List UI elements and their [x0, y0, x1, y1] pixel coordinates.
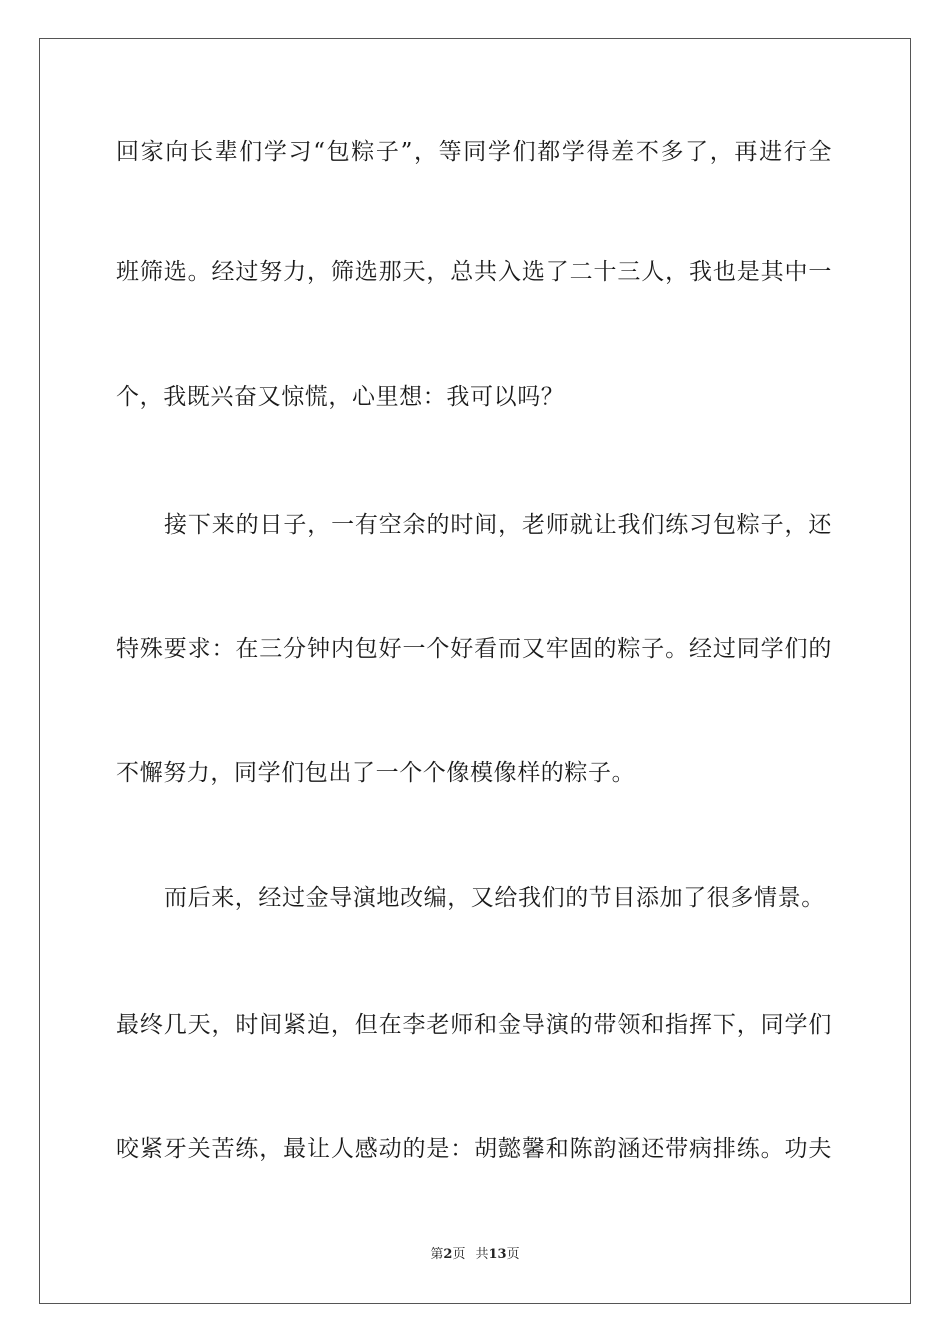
body-text-line: 咬紧牙关苦练，最让人感动的是：胡懿馨和陈韵涵还带病排练。功夫	[116, 1136, 832, 1162]
current-page-number: 2	[443, 1247, 453, 1262]
page-footer	[0, 1246, 950, 1264]
body-text-line: 班筛选。经过努力，筛选那天，总共入选了二十三人，我也是其中一	[116, 259, 832, 285]
total-pages-prefix: 共	[475, 1247, 489, 1262]
paragraph-first-line: 接下来的日子，一有空余的时间，老师就让我们练习包粽子，还	[164, 512, 832, 538]
page-number-suffix: 页	[452, 1247, 466, 1262]
body-text-line: 个，我既兴奋又惊慌，心里想：我可以吗？	[116, 384, 565, 410]
body-text-line: 最终几天，时间紧迫，但在李老师和金导演的带领和指挥下，同学们	[116, 1012, 832, 1038]
body-text-line: 回家向长辈们学习“包粽子”，等同学们都学得差不多了，再进行全	[116, 139, 832, 165]
body-text-line: 特殊要求：在三分钟内包好一个好看而又牢固的粽子。经过同学们的	[116, 636, 832, 662]
paragraph-first-line: 而后来，经过金导演地改编，又给我们的节目添加了很多情景。	[164, 885, 825, 911]
page-border	[39, 38, 911, 1304]
body-text-line: 不懈努力，同学们包出了一个个像模像样的粽子。	[116, 760, 636, 786]
total-pages-number: 13	[488, 1247, 507, 1262]
total-pages-suffix: 页	[506, 1247, 520, 1262]
page-number-prefix: 第	[430, 1247, 444, 1262]
